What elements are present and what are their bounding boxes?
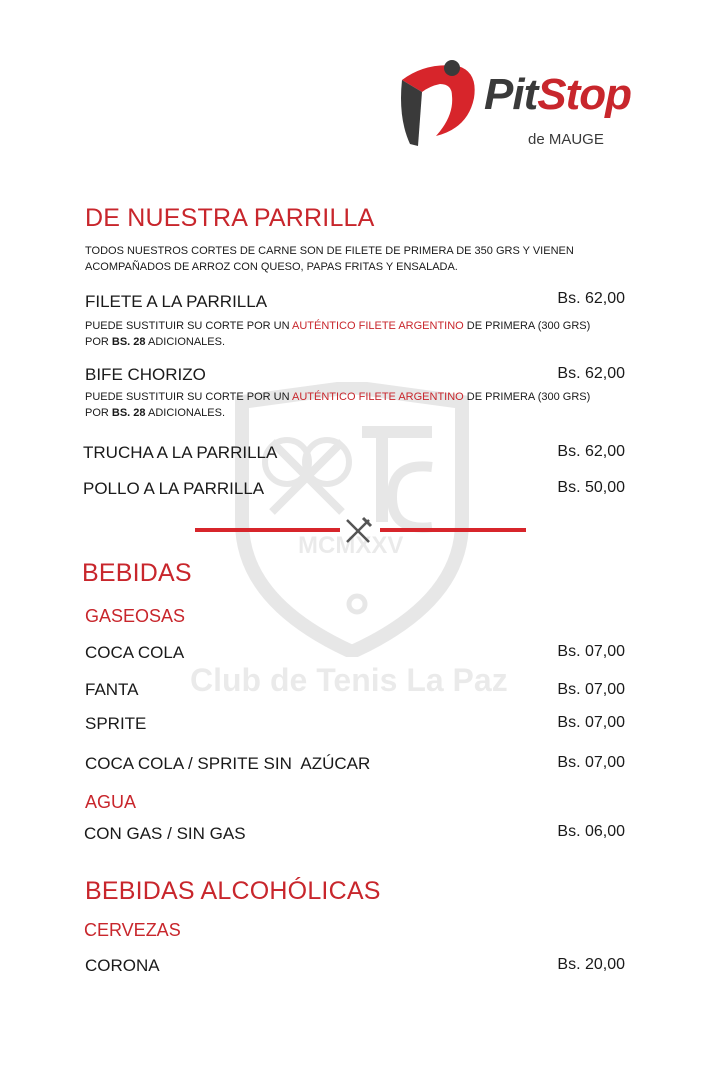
section-title-bebidas: BEBIDAS: [82, 559, 192, 587]
menu-item-name: TRUCHA A LA PARRILLA: [83, 443, 278, 462]
note-text: POR: [85, 407, 112, 419]
menu-item-name: POLLO A LA PARRILLA: [83, 479, 265, 498]
menu-item-name: BIFE CHORIZO: [85, 365, 206, 384]
brand-name-part1: Pit: [484, 70, 538, 119]
note-text: ADICIONALES.: [145, 407, 226, 419]
parrilla-intro-line2: ACOMPAÑADOS DE ARROZ CON QUESO, PAPAS FRITAS Y ENSALADA.: [85, 261, 458, 273]
watermark-club-name: Club de Tenis La Paz: [190, 662, 508, 698]
note-bold-price: BS. 28: [111, 407, 146, 419]
note-highlight: AUTÉNTICO FILETE ARGENTINO: [292, 320, 464, 332]
menu-item-name: FILETE A LA PARRILLA: [85, 292, 268, 311]
menu-item-price: Bs. 07,00: [557, 643, 625, 660]
note-text: POR: [85, 336, 112, 348]
pitstop-logo-icon: [396, 58, 478, 148]
note-text: PUEDE SUSTITUIR SU CORTE POR UN: [85, 391, 292, 403]
menu-item-price: Bs. 50,00: [557, 479, 625, 496]
menu-item-name: COCA COLA / SPRITE SIN AZÚCAR: [85, 754, 371, 773]
note-highlight: AUTÉNTICO FILETE ARGENTINO: [292, 391, 464, 403]
menu-item-price: Bs. 06,00: [557, 823, 625, 840]
parrilla-intro-line1: TODOS NUESTROS CORTES DE CARNE SON DE FILETE DE PRIMERA DE 350 GRS Y VIENEN: [85, 245, 574, 257]
menu-item-price: Bs. 62,00: [557, 290, 625, 307]
menu-item-price: Bs. 07,00: [557, 681, 625, 698]
note-text: DE PRIMERA (300 GRS): [463, 320, 591, 332]
menu-item-note: [85, 318, 590, 350]
section-divider-left: [195, 528, 340, 532]
menu-item-price: Bs. 62,00: [557, 365, 625, 382]
brand-name-part2: Stop: [537, 70, 631, 119]
menu-item-price: Bs. 07,00: [557, 754, 625, 771]
menu-item-name: CON GAS / SIN GAS: [84, 824, 246, 843]
menu-item-note: [85, 389, 590, 421]
section-divider-right: [380, 528, 526, 532]
menu-item-price: Bs. 07,00: [557, 714, 625, 731]
menu-item-price: Bs. 20,00: [557, 956, 625, 973]
subsection-title-cervezas: CERVEZAS: [84, 920, 181, 940]
parrilla-intro: [85, 243, 574, 275]
menu-item-name: FANTA: [85, 680, 139, 699]
menu-item-name: COCA COLA: [85, 643, 185, 662]
menu-item-price: Bs. 62,00: [557, 443, 625, 460]
brand-subtitle: de MAUGE: [528, 131, 604, 148]
section-title-alcoholicas: BEBIDAS ALCOHÓLICAS: [85, 877, 381, 905]
cutlery-icon: [342, 515, 374, 547]
note-text: ADICIONALES.: [145, 336, 226, 348]
note-text: DE PRIMERA (300 GRS): [463, 391, 591, 403]
subsection-title-agua: AGUA: [85, 792, 137, 812]
logo: [396, 58, 666, 153]
menu-item-name: CORONA: [85, 956, 160, 975]
section-title-parrilla: DE NUESTRA PARRILLA: [85, 204, 375, 232]
subsection-title-gaseosas: GASEOSAS: [85, 606, 186, 626]
note-text: PUEDE SUSTITUIR SU CORTE POR UN: [85, 320, 292, 332]
menu-item-name: SPRITE: [85, 714, 147, 733]
watermark-roman: MCMXXV: [298, 532, 404, 559]
note-bold-price: BS. 28: [111, 336, 146, 348]
